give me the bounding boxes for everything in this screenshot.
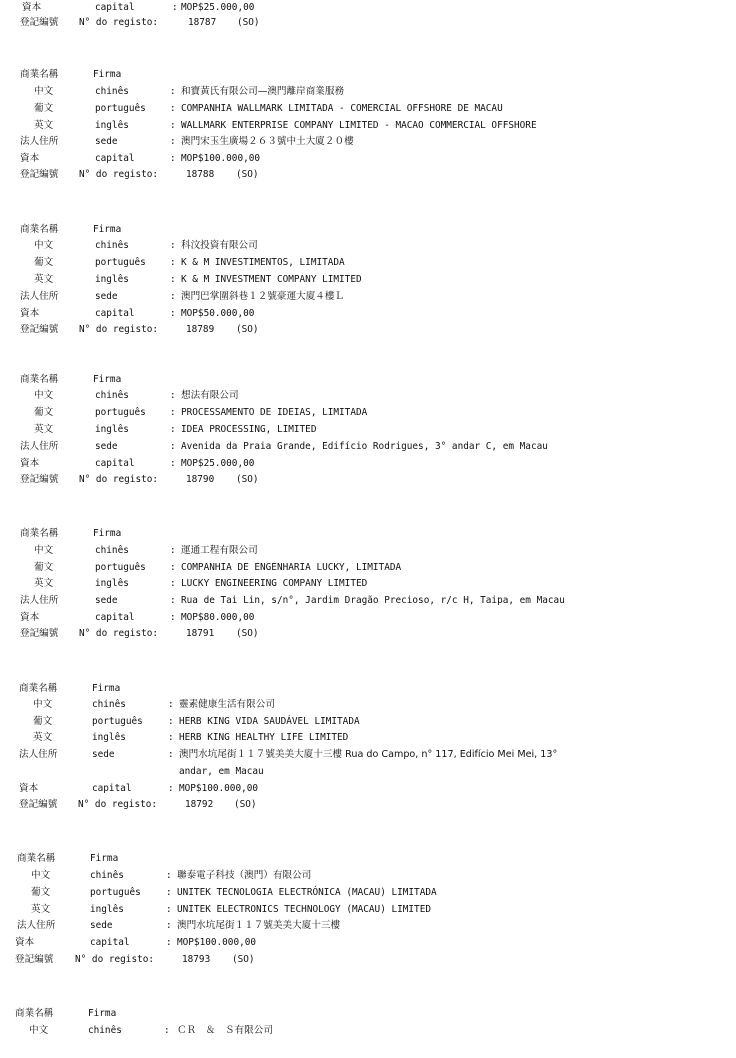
capital-label-pt: capital <box>95 308 135 319</box>
colon: : <box>172 2 178 13</box>
capital-value: MOP$25.000,00 <box>181 458 255 469</box>
registo-tag: (SO) <box>237 17 260 28</box>
chines-label-zh: 中文 <box>34 240 54 251</box>
sede-label-pt: sede <box>95 291 118 302</box>
firma-label-zh: 商業名稱 <box>15 1008 54 1019</box>
sede-value: 澳門宋玉生廣場２６３號中土大廈２０樓 <box>181 136 354 147</box>
portugues-name: COMPANHIA DE ENGENHARIA LUCKY, LIMITADA <box>181 562 402 573</box>
colon: : <box>170 257 176 268</box>
portugues-name: COMPANHIA WALLMARK LIMITADA - COMERCIAL OFFSHORE DE MACAU <box>181 103 503 114</box>
colon: : <box>170 153 176 164</box>
portugues-name: HERB KING VIDA SAUDÁVEL LIMITADA <box>179 716 360 727</box>
chines-label-zh: 中文 <box>34 545 54 556</box>
colon: : <box>168 783 174 794</box>
portugues-label-zh: 葡文 <box>34 562 54 573</box>
portugues-label-zh: 葡文 <box>34 407 54 418</box>
sede-label-zh: 法人住所 <box>20 595 59 606</box>
firma-label-zh: 商業名稱 <box>20 374 59 385</box>
sede-label-pt: sede <box>95 595 118 606</box>
registo-tag: (SO) <box>234 799 257 810</box>
capital-value: MOP$100.000,00 <box>177 937 257 948</box>
firma-label-zh: 商業名稱 <box>20 224 59 235</box>
firma-label-zh: 商業名稱 <box>20 528 59 539</box>
portugues-name: PROCESSAMENTO DE IDEIAS, LIMITADA <box>181 407 368 418</box>
capital-label-pt: capital <box>95 612 135 623</box>
capital-label-zh: 資本 <box>20 458 40 469</box>
sede-label-zh: 法人住所 <box>17 920 56 931</box>
capital-label-pt: capital <box>95 2 135 13</box>
ingles-label-pt: inglês <box>95 120 129 131</box>
colon: : <box>170 562 176 573</box>
registo-label-pt: N° do registo: <box>79 474 159 485</box>
chines-label-pt: chinês <box>95 240 129 251</box>
colon: : <box>170 595 176 606</box>
capital-label-zh: 資本 <box>20 153 40 164</box>
portugues-label-zh: 葡文 <box>33 716 53 727</box>
ingles-label-zh: 英文 <box>34 274 54 285</box>
ingles-label-pt: inglês <box>95 274 129 285</box>
registo-label-zh: 登記編號 <box>20 324 59 335</box>
ingles-label-pt: inglês <box>95 578 129 589</box>
colon: : <box>170 458 176 469</box>
colon: : <box>166 920 172 931</box>
ingles-label-pt: inglês <box>90 904 124 915</box>
sede-value: 澳門水坑尾街１１７號美美大廈十三樓 Rua do Campo, n° 117, Edifício Mei Mei, 13° <box>179 749 558 760</box>
registo-tag: (SO) <box>236 628 259 639</box>
colon: : <box>170 274 176 285</box>
capital-label-zh: 資本 <box>19 783 39 794</box>
colon: : <box>170 291 176 302</box>
portugues-label-pt: português <box>92 716 143 727</box>
ingles-name: K & M INVESTMENT COMPANY LIMITED <box>181 274 362 285</box>
sede-label-pt: sede <box>90 920 113 931</box>
portugues-label-pt: português <box>95 407 146 418</box>
portugues-label-pt: português <box>90 887 141 898</box>
capital-value: MOP$80.000,00 <box>181 612 255 623</box>
portugues-name: K & M INVESTIMENTOS, LIMITADA <box>181 257 345 268</box>
firma-label-pt: Firma <box>93 528 122 539</box>
chines-label-pt: chinês <box>95 390 129 401</box>
chines-label-pt: chinês <box>88 1025 122 1036</box>
ingles-label-zh: 英文 <box>34 120 54 131</box>
registo-value: 18792 <box>185 799 214 810</box>
portugues-label-pt: português <box>95 103 146 114</box>
colon: : <box>168 749 174 760</box>
colon: : <box>168 699 174 710</box>
colon: : <box>170 308 176 319</box>
ingles-label-zh: 英文 <box>33 732 53 743</box>
chines-label-zh: 中文 <box>34 86 54 97</box>
registo-label-pt: N° do registo: <box>75 954 155 965</box>
capital-label-pt: capital <box>92 783 132 794</box>
portugues-name: UNITEK TECNOLOGIA ELECTRÓNICA (MACAU) LIMITADA <box>177 887 437 898</box>
registo-value: 18793 <box>182 954 211 965</box>
firma-label-zh: 商業名稱 <box>20 69 59 80</box>
capital-value: MOP$100.000,00 <box>179 783 259 794</box>
portugues-label-pt: português <box>95 257 146 268</box>
registo-label-zh: 登記編號 <box>20 17 59 28</box>
colon: : <box>170 545 176 556</box>
ingles-name: UNITEK ELECTRONICS TECHNOLOGY (MACAU) LIMITED <box>177 904 431 915</box>
ingles-name: IDEA PROCESSING, LIMITED <box>181 424 317 435</box>
firma-label-pt: Firma <box>93 69 122 80</box>
portugues-label-pt: português <box>95 562 146 573</box>
registo-tag: (SO) <box>236 169 259 180</box>
registo-value: 18787 <box>188 17 217 28</box>
capital-label-zh: 資本 <box>20 612 40 623</box>
colon: : <box>166 937 172 948</box>
colon: : <box>170 120 176 131</box>
portugues-label-zh: 葡文 <box>34 103 54 114</box>
capital-value: MOP$25.000,00 <box>181 2 255 13</box>
registo-value: 18788 <box>186 169 215 180</box>
chines-label-zh: 中文 <box>34 390 54 401</box>
chines-name: 聯泰電子科技（澳門）有限公司 <box>177 870 312 881</box>
capital-label-zh: 資本 <box>15 937 35 948</box>
sede-label-zh: 法人住所 <box>20 291 59 302</box>
capital-label-pt: capital <box>90 937 130 948</box>
ingles-label-pt: inglês <box>92 732 126 743</box>
colon: : <box>170 578 176 589</box>
sede-value: Rua de Tai Lin, s/n°, Jardim Dragão Precioso, r/c H, Taipa, em Macau <box>181 595 565 606</box>
colon: : <box>170 441 176 452</box>
capital-label-pt: capital <box>95 458 135 469</box>
chines-label-pt: chinês <box>90 870 124 881</box>
colon: : <box>166 870 172 881</box>
firma-label-pt: Firma <box>93 224 122 235</box>
colon: : <box>170 390 176 401</box>
chines-label-pt: chinês <box>92 699 126 710</box>
sede-label-zh: 法人住所 <box>20 136 59 147</box>
sede-value-continued: andar, em Macau <box>179 766 264 777</box>
chines-name: 和寶黃氏有限公司—澳門離岸商業服務 <box>181 86 345 97</box>
registo-label-pt: N° do registo: <box>79 169 159 180</box>
colon: : <box>170 424 176 435</box>
colon: : <box>170 612 176 623</box>
sede-label-pt: sede <box>92 749 115 760</box>
registo-label-zh: 登記編號 <box>20 169 59 180</box>
ingles-label-zh: 英文 <box>34 578 54 589</box>
chines-label-pt: chinês <box>95 86 129 97</box>
sede-value: 澳門巴掌圍斜巷１２號豪運大廈４樓Ｌ <box>181 291 345 302</box>
ingles-label-zh: 英文 <box>31 904 51 915</box>
sede-value: 澳門水坑尾街１１７號美美大廈十三樓 <box>177 920 341 931</box>
ingles-name: HERB KING HEALTHY LIFE LIMITED <box>179 732 349 743</box>
chines-name: 運通工程有限公司 <box>181 545 258 556</box>
chines-label-zh: 中文 <box>33 699 53 710</box>
registo-value: 18790 <box>186 474 215 485</box>
colon: : <box>166 904 172 915</box>
firma-label-zh: 商業名稱 <box>19 683 58 694</box>
firma-label-pt: Firma <box>88 1008 117 1019</box>
ingles-name: WALLMARK ENTERPRISE COMPANY LIMITED - MACAO COMMERCIAL OFFSHORE <box>181 120 537 131</box>
firma-label-zh: 商業名稱 <box>17 853 56 864</box>
registo-tag: (SO) <box>232 954 255 965</box>
colon: : <box>164 1025 170 1036</box>
registo-label-zh: 登記編號 <box>20 474 59 485</box>
colon: : <box>170 407 176 418</box>
registo-label-pt: N° do registo: <box>79 17 159 28</box>
registo-value: 18791 <box>186 628 215 639</box>
chines-name: 想法有限公司 <box>181 390 239 401</box>
capital-label-zh: 資本 <box>22 2 42 13</box>
firma-label-pt: Firma <box>93 374 122 385</box>
registo-value: 18789 <box>186 324 215 335</box>
portugues-label-zh: 葡文 <box>31 887 51 898</box>
colon: : <box>170 103 176 114</box>
registo-label-pt: N° do registo: <box>79 628 159 639</box>
colon: : <box>168 716 174 727</box>
capital-value: MOP$50.000,00 <box>181 308 255 319</box>
chines-name: 靈素健康生活有限公司 <box>179 699 275 710</box>
chines-label-pt: chinês <box>95 545 129 556</box>
ingles-label-zh: 英文 <box>34 424 54 435</box>
capital-label-pt: capital <box>95 153 135 164</box>
registo-label-zh: 登記編號 <box>15 954 54 965</box>
firma-label-pt: Firma <box>90 853 119 864</box>
sede-label-pt: sede <box>95 441 118 452</box>
colon: : <box>168 732 174 743</box>
registo-tag: (SO) <box>236 324 259 335</box>
sede-label-zh: 法人住所 <box>19 749 58 760</box>
chines-label-zh: 中文 <box>31 870 51 881</box>
colon: : <box>170 136 176 147</box>
ingles-name: LUCKY ENGINEERING COMPANY LIMITED <box>181 578 368 589</box>
chines-label-zh: 中文 <box>29 1025 49 1036</box>
capital-label-zh: 資本 <box>20 308 40 319</box>
ingles-label-pt: inglês <box>95 424 129 435</box>
registo-label-zh: 登記編號 <box>20 628 59 639</box>
capital-value: MOP$100.000,00 <box>181 153 261 164</box>
chines-name: ＣＲ ＆ Ｓ有限公司 <box>177 1025 273 1036</box>
colon: : <box>166 887 172 898</box>
colon: : <box>170 240 176 251</box>
firma-label-pt: Firma <box>92 683 121 694</box>
colon: : <box>170 86 176 97</box>
sede-label-pt: sede <box>95 136 118 147</box>
portugues-label-zh: 葡文 <box>34 257 54 268</box>
registo-label-pt: N° do registo: <box>78 799 158 810</box>
registo-label-pt: N° do registo: <box>79 324 159 335</box>
registo-label-zh: 登記編號 <box>19 799 58 810</box>
chines-name: 科汶投資有限公司 <box>181 240 258 251</box>
sede-value: Avenida da Praia Grande, Edifício Rodrigues, 3° andar C, em Macau <box>181 441 548 452</box>
registo-tag: (SO) <box>236 474 259 485</box>
sede-label-zh: 法人住所 <box>20 441 59 452</box>
